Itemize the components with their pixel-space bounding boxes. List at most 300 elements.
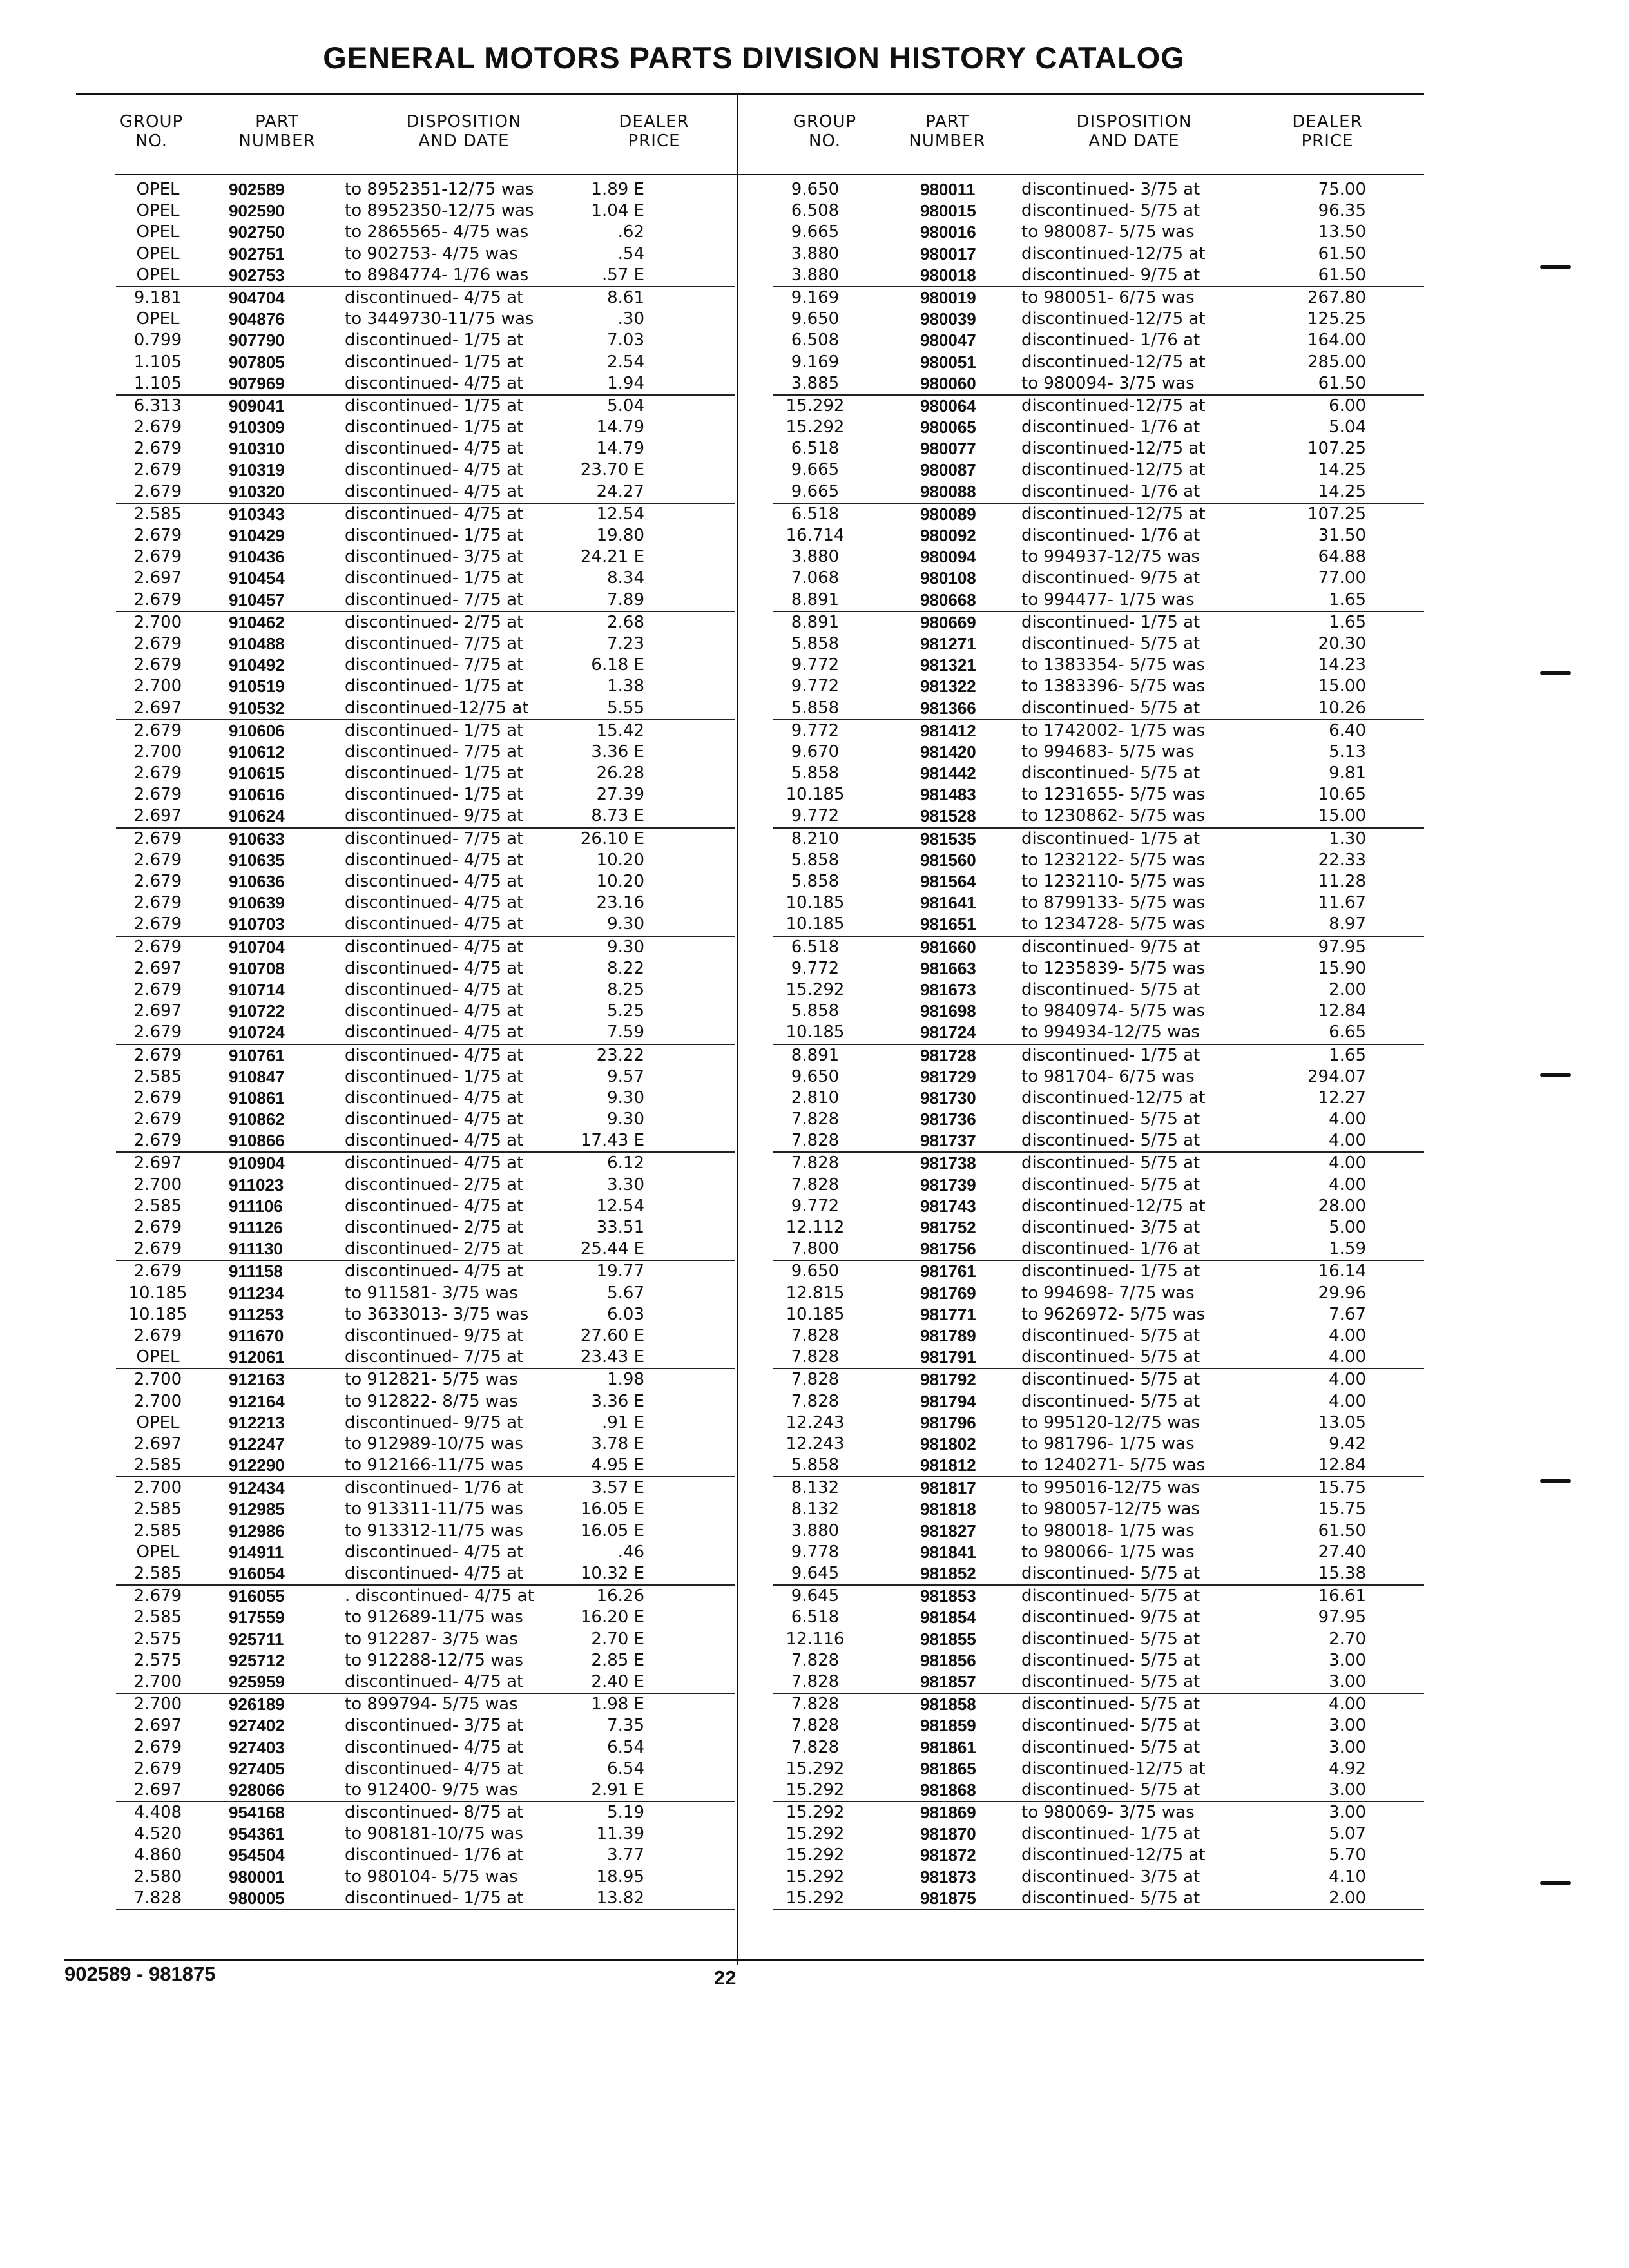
part-number: 980047 [920,331,976,351]
disposition: discontinued-12/75 at [1021,309,1206,329]
table-row [116,1109,735,1130]
part-number: 902751 [229,244,285,264]
table-row [116,1022,735,1044]
part-number: 912164 [229,1391,285,1411]
table-row [116,1477,735,1499]
table-row [116,655,735,676]
disposition: discontinued- 4/75 at [345,1671,524,1691]
dealer-price: 4.00 [1329,1370,1366,1390]
part-number: 981698 [920,1001,976,1021]
disposition: discontinued- 5/75 at [1021,1175,1200,1195]
table-row [116,1607,735,1628]
disposition: discontinued- 5/75 at [1021,1737,1200,1757]
disposition: to 912166-11/75 was [345,1456,523,1475]
part-number: 981792 [920,1370,976,1390]
table-row [773,1391,1424,1412]
table-row [773,373,1424,396]
dealer-price: 2.54 [607,352,644,372]
disposition: discontinued- 1/75 at [345,396,524,416]
group-no: 7.828 [791,1110,840,1129]
group-no: 6.518 [791,1608,840,1628]
table-row [773,1238,1424,1261]
table-row [116,1088,735,1109]
disposition: discontinued- 4/75 at [345,1153,524,1173]
part-number: 981321 [920,655,976,675]
disposition: to 1234728- 5/75 was [1021,914,1206,934]
group-no: 2.679 [133,655,182,675]
part-number: 980015 [920,201,976,221]
table-row [773,287,1424,309]
table-row [773,1650,1424,1671]
part-number: 917559 [229,1608,285,1628]
group-no: OPEL [136,1347,180,1367]
disposition: to 3633013- 3/75 was [345,1304,529,1324]
disposition: discontinued- 4/75 at [345,958,524,978]
part-number: 909041 [229,396,285,416]
table-row [773,612,1424,633]
group-no: 2.697 [133,1780,182,1800]
disposition: to 1231655- 5/75 was [1021,785,1206,805]
group-no: 7.828 [791,1737,840,1757]
dealer-price: 20.30 [1318,633,1366,653]
table-row [116,222,735,243]
group-no: 15.292 [786,1758,845,1778]
table-row [116,1238,735,1261]
group-no: 2.700 [133,1391,182,1411]
group-no: 8.210 [791,829,840,849]
disposition: discontinued- 1/75 at [345,677,524,697]
table-row [773,937,1424,958]
part-number: 911106 [229,1196,283,1216]
part-number: 981651 [920,914,976,934]
group-no: 15.292 [786,1845,845,1865]
group-no: OPEL [136,201,180,221]
disposition: to 980104- 5/75 was [345,1867,518,1887]
group-no: 16.714 [786,526,845,545]
group-no: 2.697 [133,698,182,718]
table-row [116,330,735,351]
group-no: 2.700 [133,742,182,762]
table-row [116,1671,735,1694]
dealer-price: 75.00 [1318,180,1366,199]
dealer-price: .30 [617,309,644,329]
dealer-price: 7.23 [607,633,644,653]
group-no: 2.697 [133,1434,182,1454]
part-number: 981802 [920,1434,976,1454]
part-number: 910488 [229,633,285,653]
part-number: 981857 [920,1671,976,1691]
disposition: discontinued- 5/75 at [1021,1695,1200,1715]
disposition: discontinued- 4/75 at [345,287,524,307]
table-row [116,568,735,589]
group-no: 9.650 [791,180,840,199]
disposition: discontinued- 5/75 at [1021,1325,1200,1345]
dealer-price: 125.25 [1307,309,1366,329]
part-number: 981560 [920,850,976,870]
group-no: 2.585 [133,1499,182,1519]
dealer-price: 6.18 E [591,655,644,675]
disposition: to 912821- 5/75 was [345,1370,518,1390]
dealer-price: 7.35 [607,1716,644,1736]
group-no: 2.679 [133,850,182,870]
disposition: discontinued-12/75 at [1021,1845,1206,1865]
dealer-price: 19.77 [596,1262,644,1282]
group-no: 9.650 [791,1262,840,1282]
table-row [116,244,735,265]
dealer-price: 5.55 [607,698,644,718]
part-number: 981817 [920,1478,976,1498]
group-no: 10.185 [128,1304,188,1324]
right-header-part: PART NUMBER [909,112,986,151]
part-number: 981420 [920,742,976,762]
table-row [116,1066,735,1088]
part-number: 980092 [920,526,976,545]
group-no: 2.679 [133,979,182,999]
footer-part-range: 902589 - 981875 [64,1963,216,1985]
group-no: 2.580 [133,1867,182,1887]
disposition: discontinued- 4/75 at [345,1023,524,1043]
group-no: 3.880 [791,1521,840,1541]
group-no: 8.891 [791,612,840,632]
disposition: to 1240271- 5/75 was [1021,1456,1206,1475]
table-row [773,1737,1424,1758]
table-row [116,1542,735,1563]
part-number: 904876 [229,309,285,329]
disposition: to 995120-12/75 was [1021,1412,1200,1432]
group-no: 9.772 [791,958,840,978]
part-number: 925959 [229,1671,285,1691]
table-row [116,525,735,546]
dealer-price: 8.73 E [591,806,644,826]
group-no: 12.815 [786,1283,845,1303]
table-row [116,763,735,784]
group-no: 7.828 [791,1175,840,1195]
table-row [116,309,735,330]
part-number: 910703 [229,914,285,934]
disposition: discontinued- 4/75 at [345,1758,524,1778]
table-row [773,958,1424,979]
table-row [773,1802,1424,1823]
part-number: 981827 [920,1521,976,1541]
dealer-price: 13.82 [596,1888,644,1908]
dealer-price: 9.42 [1329,1434,1366,1454]
group-no: 7.828 [791,1650,840,1670]
part-number: 912213 [229,1412,285,1432]
table-row [773,1153,1424,1174]
disposition: to 912400- 9/75 was [345,1780,518,1800]
group-no: 7.828 [791,1671,840,1691]
disposition: discontinued- 2/75 at [345,1239,524,1259]
dealer-price: 13.05 [1318,1412,1366,1432]
table-row [773,568,1424,589]
group-no: 2.679 [133,764,182,783]
margin-mark [1540,1881,1571,1885]
table-row [116,958,735,979]
dealer-price: 14.79 [596,439,644,459]
group-no: 2.585 [133,1564,182,1583]
dealer-price: 5.07 [1329,1824,1366,1844]
part-number: 910904 [229,1153,285,1173]
dealer-price: 12.54 [596,504,644,524]
table-row [773,1066,1424,1088]
dealer-price: 12.84 [1318,1456,1366,1475]
disposition: discontinued-12/75 at [1021,244,1206,264]
disposition: discontinued- 1/76 at [1021,418,1200,437]
part-number: 981736 [920,1110,976,1129]
dealer-price: 61.50 [1318,373,1366,393]
group-no: 6.518 [791,504,840,524]
disposition: to 994937-12/75 was [1021,547,1200,567]
disposition: discontinued- 1/75 at [345,1888,524,1908]
part-number: 954504 [229,1845,285,1865]
part-number: 981818 [920,1499,976,1519]
dealer-price: 15.42 [596,720,644,740]
part-number: 954168 [229,1803,285,1823]
dealer-price: 13.50 [1318,222,1366,242]
dealer-price: 17.43 E [580,1131,644,1151]
group-no: OPEL [136,244,180,264]
group-no: 7.828 [791,1370,840,1390]
dealer-price: 5.25 [607,1001,644,1021]
group-no: 12.116 [786,1629,845,1649]
disposition: to 912287- 3/75 was [345,1629,518,1649]
part-number: 911130 [229,1239,283,1259]
part-number: 980089 [920,504,976,524]
table-row [773,655,1424,676]
disposition: discontinued- 4/75 at [345,1110,524,1129]
disposition: discontinued- 4/75 at [345,850,524,870]
table-row [116,1175,735,1196]
part-number: 981673 [920,979,976,999]
dealer-price: 7.03 [607,331,644,351]
dealer-price: 2.91 E [591,1780,644,1800]
part-number: 980051 [920,352,976,372]
group-no: 9.670 [791,742,840,762]
table-row [773,1694,1424,1715]
margin-mark [1540,1479,1571,1483]
dealer-price: 1.04 E [591,201,644,221]
part-number: 981535 [920,829,976,849]
part-number: 981483 [920,785,976,805]
disposition: discontinued- 4/75 at [345,914,524,934]
disposition: to 8952351-12/75 was [345,180,534,199]
part-number: 981322 [920,677,976,697]
table-row [773,676,1424,697]
disposition: discontinued- 9/75 at [1021,937,1200,957]
part-number: 981739 [920,1175,976,1195]
table-row [773,244,1424,265]
table-row [116,1563,735,1586]
right-header-disposition: DISPOSITION AND DATE [1076,112,1192,151]
disposition: discontinued- 1/75 at [345,1066,524,1086]
group-no: 2.585 [133,1608,182,1628]
table-row [116,265,735,287]
group-no: 6.518 [791,937,840,957]
dealer-price: 3.00 [1329,1671,1366,1691]
disposition: discontinued-12/75 at [1021,1758,1206,1778]
part-number: 981855 [920,1629,976,1649]
part-number: 910714 [229,979,285,999]
group-no: 2.697 [133,958,182,978]
dealer-price: 10.32 E [580,1564,644,1583]
part-number: 981854 [920,1608,976,1628]
group-no: 2.810 [791,1088,840,1108]
disposition: discontinued- 5/75 at [1021,1586,1200,1606]
part-number: 912247 [229,1434,285,1454]
disposition: to 9840974- 5/75 was [1021,1001,1206,1021]
table-row [116,1412,735,1434]
dealer-price: 6.40 [1329,720,1366,740]
dealer-price: 6.12 [607,1153,644,1173]
dealer-price: 23.16 [596,893,644,913]
table-row [773,1304,1424,1325]
table-row [116,1304,735,1325]
part-number: 981737 [920,1131,976,1151]
part-number: 914911 [229,1542,284,1562]
disposition: discontinued- 4/75 at [345,1131,524,1151]
part-number: 912986 [229,1521,285,1541]
dealer-price: 25.44 E [580,1239,644,1259]
disposition: discontinued- 3/75 at [1021,1867,1200,1887]
disposition: discontinued-12/75 at [1021,1196,1206,1216]
table-row [773,1521,1424,1542]
dealer-price: 29.96 [1318,1283,1366,1303]
disposition: to 980066- 1/75 was [1021,1542,1195,1562]
table-row [773,742,1424,763]
part-number: 981771 [920,1304,976,1324]
dealer-price: 96.35 [1318,201,1366,221]
part-number: 981756 [920,1239,976,1259]
table-row [773,1130,1424,1153]
disposition: discontinued- 4/75 at [345,979,524,999]
dealer-price: 14.79 [596,418,644,437]
group-no: 9.650 [791,309,840,329]
table-row [773,1563,1424,1586]
part-number: 981868 [920,1780,976,1800]
part-number: 912985 [229,1499,285,1519]
part-number: 912434 [229,1478,285,1498]
table-row [116,1888,735,1910]
group-no: 2.700 [133,677,182,697]
group-no: 2.679 [133,720,182,740]
dealer-price: 5.13 [1329,742,1366,762]
group-no: 10.185 [128,1283,188,1303]
group-no: OPEL [136,309,180,329]
part-number: 981791 [920,1347,976,1367]
disposition: discontinued- 5/75 at [1021,1780,1200,1800]
table-row [116,914,735,936]
part-number: 981852 [920,1564,976,1583]
table-row [773,1888,1424,1910]
disposition: discontinued- 1/75 at [1021,612,1200,632]
group-no: 2.575 [133,1629,182,1649]
group-no: 6.508 [791,201,840,221]
part-number: 981853 [920,1586,976,1606]
disposition: discontinued- 7/75 at [345,633,524,653]
group-no: 2.679 [133,633,182,653]
part-number: 980019 [920,287,976,307]
table-row [773,914,1424,936]
disposition: to 912689-11/75 was [345,1608,523,1628]
table-row [773,1629,1424,1650]
table-row [773,1088,1424,1109]
dealer-price: 61.50 [1318,265,1366,285]
table-row [116,1802,735,1823]
dealer-price: 12.54 [596,1196,644,1216]
table-row [773,784,1424,805]
part-number: 910436 [229,547,285,567]
group-no: 2.585 [133,1066,182,1086]
table-row [116,1455,735,1477]
dealer-price: 9.57 [607,1066,644,1086]
part-number: 910612 [229,742,285,762]
group-no: 4.520 [133,1824,182,1844]
part-number: 910761 [229,1045,285,1065]
group-no: 6.313 [133,396,182,416]
group-no: 7.828 [791,1153,840,1173]
dealer-price: 2.85 E [591,1650,644,1670]
disposition: discontinued- 1/75 at [345,331,524,351]
table-row [116,805,735,828]
group-no: 2.575 [133,1650,182,1670]
part-number: 911234 [229,1283,284,1303]
disposition: discontinued- 1/76 at [1021,481,1200,501]
group-no: 15.292 [786,1888,845,1908]
dealer-price: 4.92 [1329,1758,1366,1778]
table-row [773,200,1424,222]
dealer-price: 8.34 [607,568,644,588]
dealer-price: 1.59 [1329,1239,1366,1259]
part-number: 980108 [920,568,976,588]
group-no: 2.700 [133,612,182,632]
dealer-price: 23.70 E [580,460,644,480]
group-no: 2.679 [133,1023,182,1043]
table-row [116,1045,735,1066]
table-row [116,1780,735,1802]
part-number: 927403 [229,1737,285,1757]
group-no: 2.697 [133,1153,182,1173]
left-header-group: GROUP NO. [119,112,184,151]
disposition: discontinued- 5/75 at [1021,1650,1200,1670]
part-number: 981564 [920,872,976,891]
dealer-price: 2.00 [1329,1888,1366,1908]
header-top-rule [76,93,1424,95]
disposition: to 902753- 4/75 was [345,244,518,264]
disposition: discontinued- 1/75 at [1021,1262,1200,1282]
disposition: to 913311-11/75 was [345,1499,523,1519]
group-no: 7.828 [791,1391,840,1411]
dealer-price: 2.00 [1329,979,1366,999]
part-number: 910457 [229,590,285,610]
dealer-price: 12.84 [1318,1001,1366,1021]
table-row [773,1715,1424,1736]
header-bottom-rule [115,174,740,175]
dealer-price: 3.30 [607,1175,644,1195]
table-row [116,504,735,525]
group-no: 12.243 [786,1434,845,1454]
table-row [116,1694,735,1715]
group-no: 2.679 [133,481,182,501]
part-number: 910616 [229,785,285,805]
part-number: 916055 [229,1586,285,1606]
dealer-price: 9.81 [1329,764,1366,783]
table-row [116,979,735,1001]
disposition: discontinued- 1/75 at [345,526,524,545]
disposition: discontinued-12/75 at [345,698,529,718]
part-number: 981752 [920,1218,976,1237]
dealer-price: 1.98 [607,1370,644,1390]
group-no: 9.772 [791,655,840,675]
